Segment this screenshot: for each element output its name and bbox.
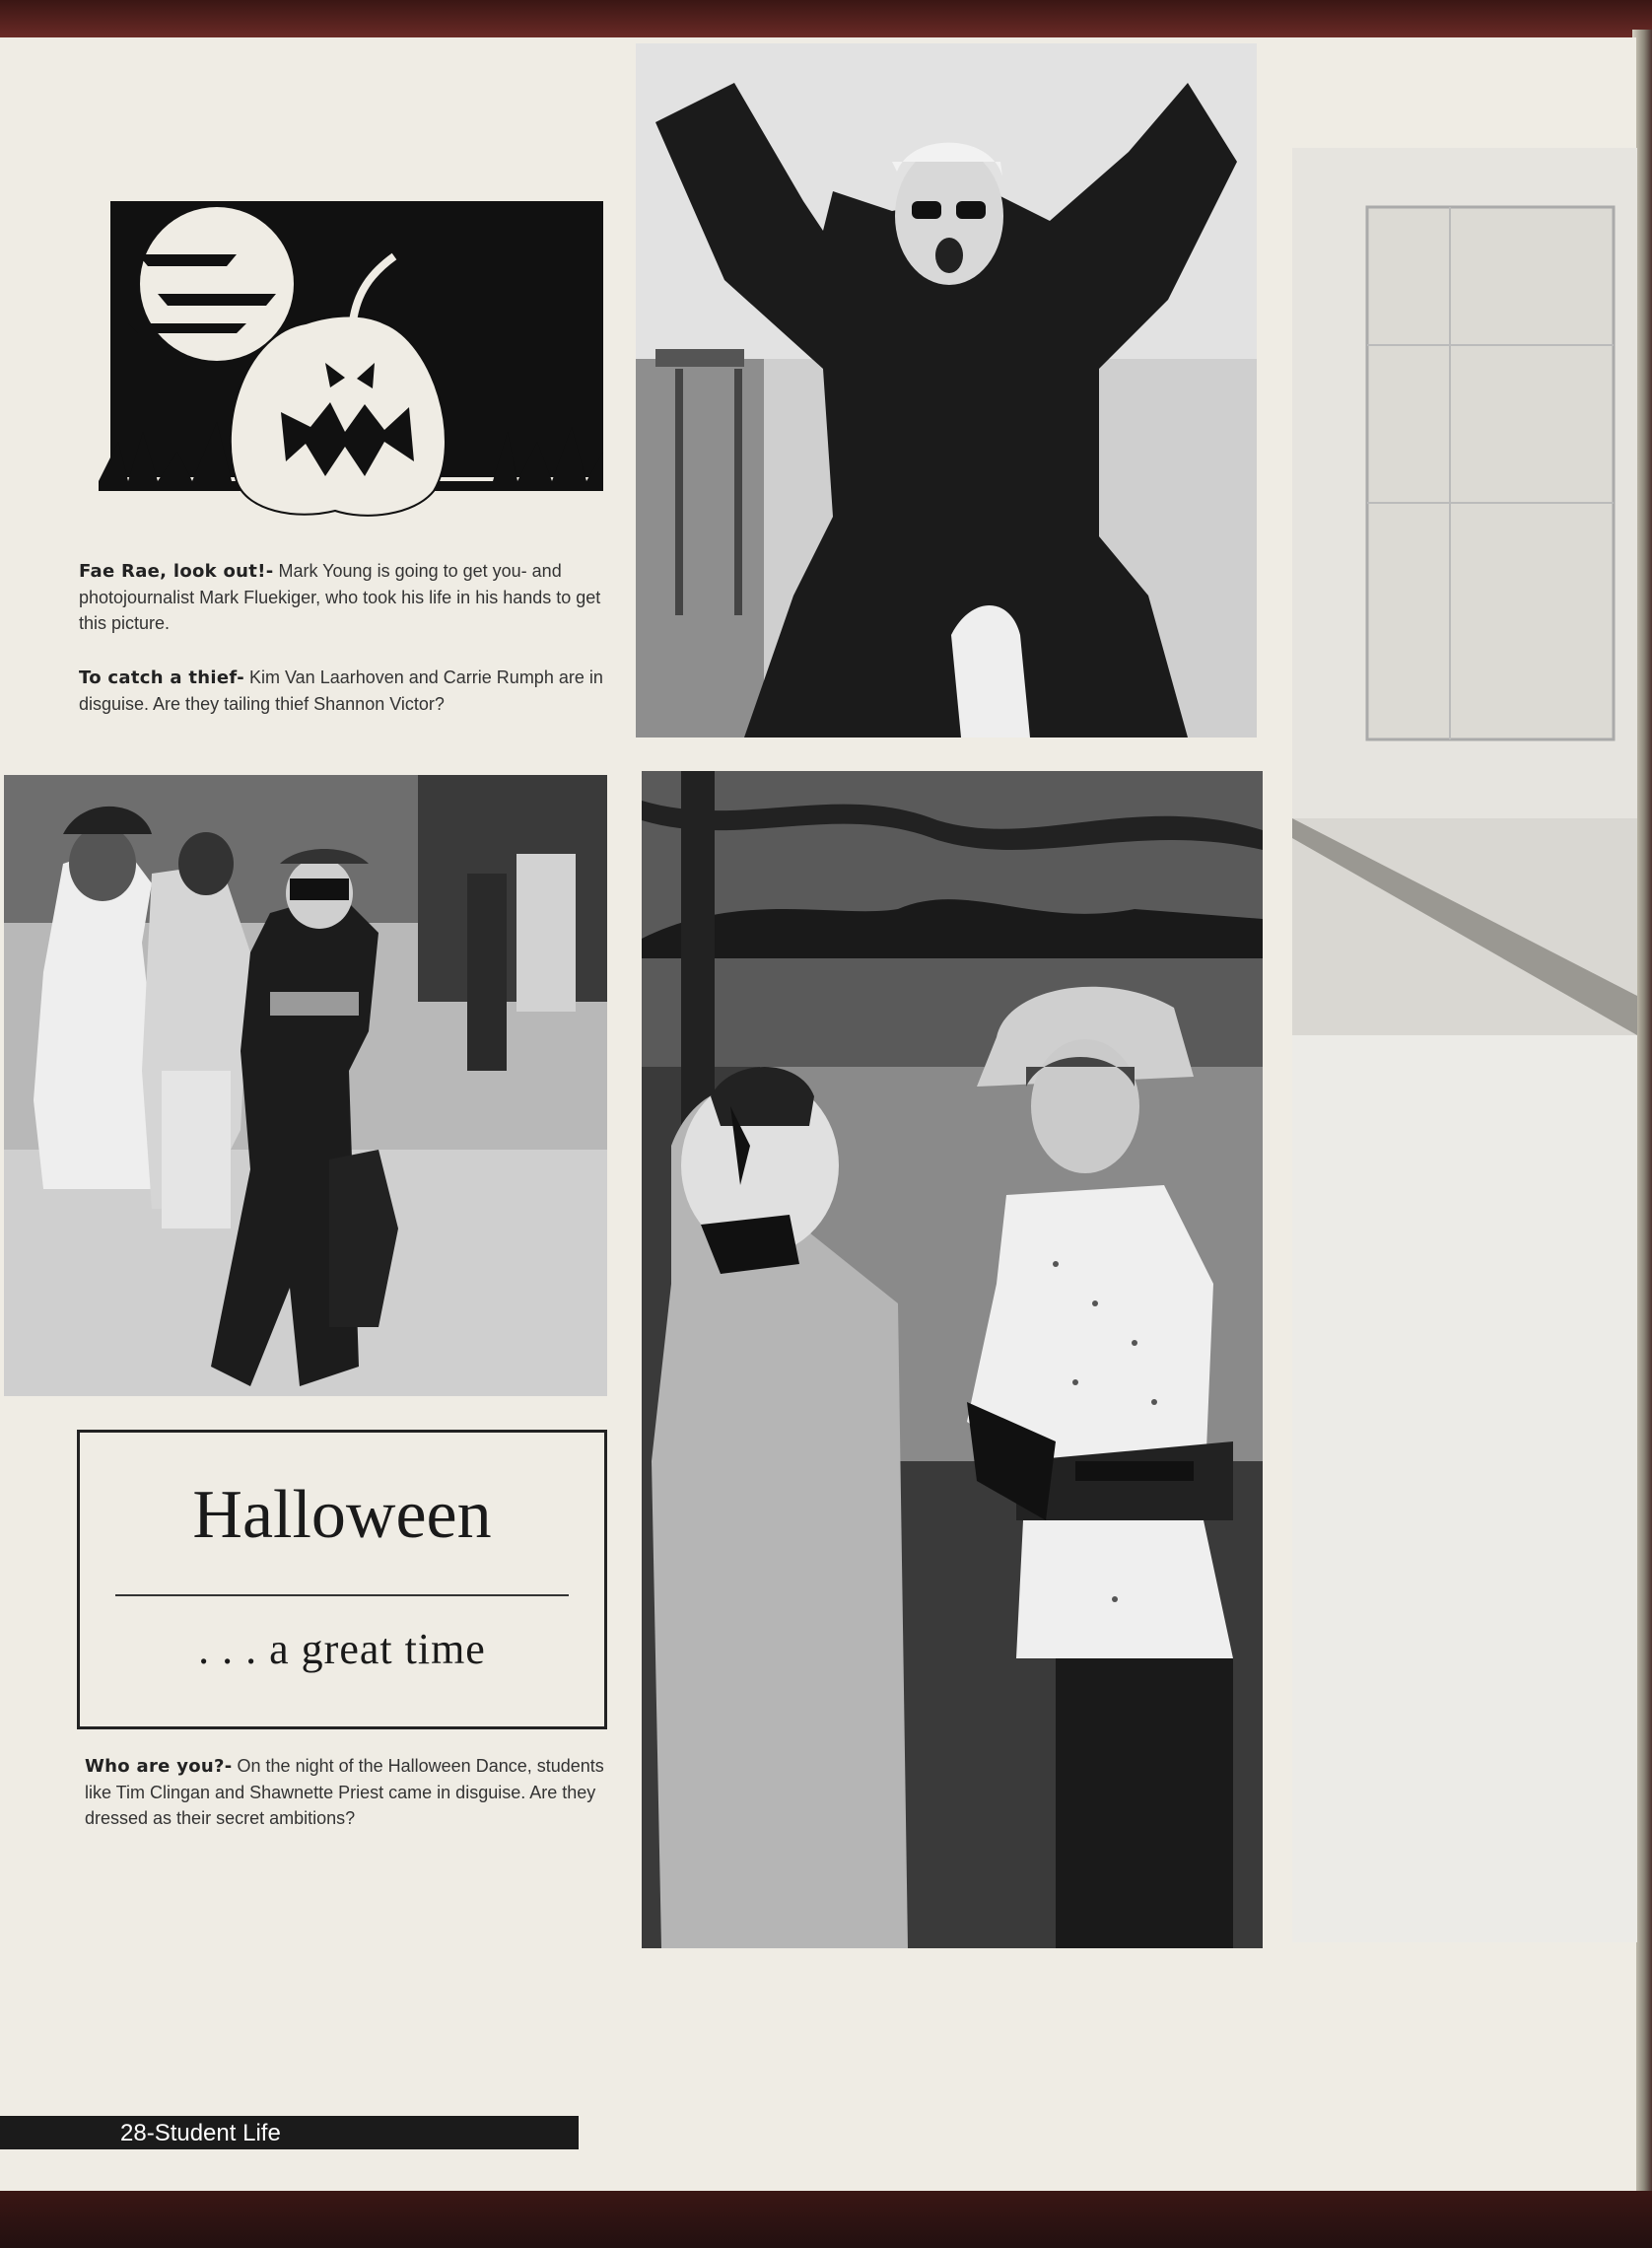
photo-hallway (1292, 148, 1637, 1942)
caption-dance-body: On the night of the Halloween Dance, students like Tim Clingan and Shawnette Priest came in disguise. Are they dressed as their secret ambitions? (85, 1756, 604, 1828)
photo-dance-costumes (642, 771, 1263, 1948)
page-number-label: 28-Student Life (120, 2120, 281, 2146)
caption-dance (85, 1753, 617, 1831)
page-title: Halloween (192, 1477, 492, 1553)
caption-dance-lead: Who are you?- (85, 1756, 233, 1777)
folio-bar (0, 2116, 579, 2149)
caption-thief-lead: To catch a thief- (79, 667, 244, 688)
photo-gorilla-costume (636, 43, 1257, 738)
caption-gorilla-body: Mark Young is going to get you- and photojournalist Mark Fluekiger, who took his life in his hands to get this picture. (79, 561, 601, 633)
bottom-binding-band (0, 2191, 1652, 2248)
title-divider (115, 1594, 569, 1596)
caption-gorilla (79, 558, 611, 636)
page-subtitle: . . . a great time (198, 1625, 486, 1673)
caption-thief (79, 665, 611, 717)
pumpkin-moon-icon (99, 195, 611, 530)
title-box (77, 1430, 607, 1729)
caption-gorilla-lead: Fae Rae, look out!- (79, 561, 274, 582)
photo-students-disguise (4, 775, 607, 1396)
caption-thief-body: Kim Van Laarhoven and Carrie Rumph are in disguise. Are they tailing thief Shannon Victor? (79, 667, 603, 714)
top-binding-band (0, 0, 1652, 37)
